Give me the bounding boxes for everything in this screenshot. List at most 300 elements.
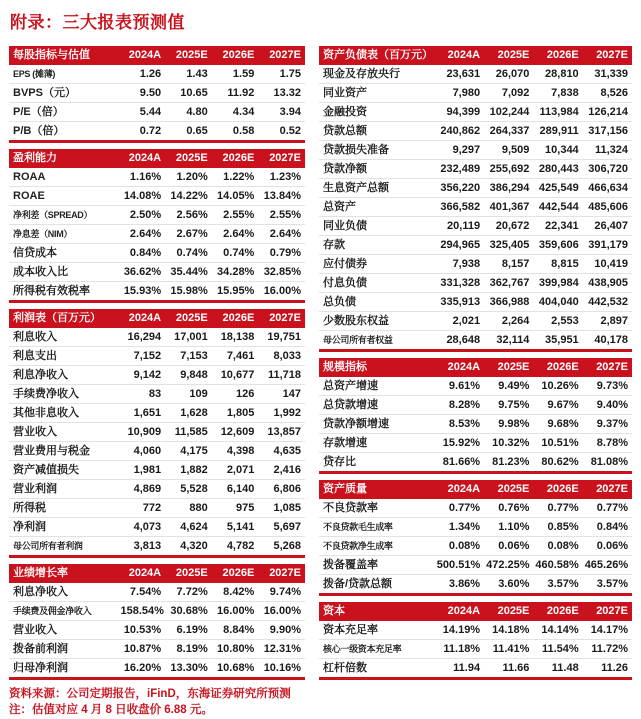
row-label: 贷款损失准备 (319, 141, 435, 160)
row-label: 应付债券 (319, 255, 435, 274)
cell-value: 16.20% (119, 659, 166, 679)
column-header: 2027E (583, 358, 632, 377)
row-label: 利息支出 (9, 347, 119, 366)
row-label: 总资产 (319, 198, 435, 217)
cell-value: 11.94 (435, 659, 484, 679)
cell-value: 8.28% (435, 396, 484, 415)
cell-value: 4,175 (165, 442, 212, 461)
table-row (9, 621, 305, 640)
cell-value: 8.53% (435, 415, 484, 434)
row-label: 营业费用与税金 (9, 442, 119, 461)
column-header: 2026E (533, 602, 582, 621)
row-label: 资本充足率 (323, 624, 378, 636)
cell-value: 13.84% (258, 187, 305, 206)
column-header: 2027E (258, 46, 305, 65)
cell-value: 1.23% (269, 171, 301, 183)
cell-value: 5,268 (258, 537, 305, 557)
column-header: 2024A (435, 480, 484, 499)
row-label: 营业收入 (9, 621, 119, 640)
table-title: 资产质量 (319, 480, 435, 499)
column-header: 2024A (119, 564, 166, 583)
table-row (9, 385, 305, 404)
cell-value: 102,244 (484, 103, 533, 122)
table-row (9, 461, 305, 480)
column-header: 2025E (165, 149, 212, 168)
cell-value: 9.37% (583, 415, 632, 434)
cell-value: 0.58 (212, 122, 259, 142)
data-table (319, 358, 632, 474)
cell-value: 2.67% (165, 225, 212, 244)
row-label: P/E（倍） (9, 103, 119, 122)
cell-value: 401,367 (484, 198, 533, 217)
cell-value: 7,838 (533, 84, 582, 103)
row-label: 总负债 (319, 293, 435, 312)
cell-value: 5.44 (119, 103, 166, 122)
cell-value: 438,905 (583, 274, 632, 293)
column-header: 2024A (119, 46, 166, 65)
column-header: 2024A (119, 149, 166, 168)
cell-value: 126 (212, 385, 259, 404)
two-column-layout (9, 46, 632, 718)
cell-value: 0.85% (533, 518, 582, 537)
cell-value: 975 (212, 499, 259, 518)
row-label: 贷款净额增速 (319, 415, 435, 434)
cell-value: 6,140 (212, 480, 259, 499)
cell-value: 1,981 (119, 461, 166, 480)
cell-value: 10.32% (484, 434, 533, 453)
cell-value: 14.22% (165, 187, 212, 206)
cell-value: 1,805 (212, 404, 259, 423)
row-label: 同业负债 (319, 217, 435, 236)
table-row (319, 537, 632, 556)
table-row (319, 122, 632, 141)
row-label: 利息收入 (13, 331, 57, 343)
table-row (319, 236, 632, 255)
cell-value: 14.17% (590, 624, 628, 636)
cell-value: 36.62% (119, 263, 166, 282)
row-label: 利息净收入 (9, 366, 119, 385)
cell-value: 9.49% (498, 380, 530, 392)
column-header: 2027E (583, 602, 632, 621)
cell-value: 0.08% (533, 537, 582, 556)
table-row (9, 640, 305, 659)
row-label: 拨备前利润 (9, 640, 119, 659)
cell-value: 16.00% (212, 602, 259, 621)
cell-value: 325,405 (484, 236, 533, 255)
table-row (9, 518, 305, 537)
cell-value: 1.26 (139, 68, 162, 80)
cell-value: 83 (119, 385, 166, 404)
cell-value: 280,443 (533, 160, 582, 179)
cell-value: 1.20% (176, 171, 208, 183)
cell-value: 4,782 (212, 537, 259, 557)
row-label: BVPS（元） (9, 84, 119, 103)
cell-value: 28,648 (435, 331, 484, 351)
cell-value: 16,294 (127, 331, 162, 343)
row-label: 不良贷款净生成率 (319, 537, 435, 556)
row-label: 付息负债 (319, 274, 435, 293)
cell-value: 485,606 (583, 198, 632, 217)
row-label: 核心一级资本充足率 (319, 640, 435, 659)
table-row (9, 602, 305, 621)
cell-value: 1,085 (258, 499, 305, 518)
table-row (319, 377, 632, 396)
cell-value: 113,984 (533, 103, 582, 122)
page-title: 附录：三大报表预测值 (10, 13, 185, 32)
cell-value: 4,060 (119, 442, 166, 461)
column-header: 2026E (533, 358, 582, 377)
row-label: 母公司所有者权益 (319, 331, 435, 351)
cell-value: 10,419 (583, 255, 632, 274)
row-label: 不良贷款毛生成率 (319, 518, 435, 537)
cell-value: 15.92% (435, 434, 484, 453)
row-label: 不良贷款率 (323, 502, 378, 514)
cell-value: 2.55% (212, 206, 259, 225)
table-row (319, 160, 632, 179)
cell-value: 11.54% (533, 640, 582, 659)
cell-value: 8,815 (533, 255, 582, 274)
row-label: 拨备覆盖率 (319, 556, 435, 575)
cell-value: 9.74% (269, 586, 301, 598)
cell-value: 232,489 (435, 160, 484, 179)
cell-value: 2.64% (212, 225, 259, 244)
row-label: 净息差（NIM） (9, 225, 119, 244)
cell-value: 0.06% (484, 537, 533, 556)
table-row (319, 65, 632, 84)
table-row (319, 396, 632, 415)
row-label: 同业资产 (319, 84, 435, 103)
cell-value: 10.65 (165, 84, 212, 103)
table-row (319, 179, 632, 198)
cell-value: 11,324 (583, 141, 632, 160)
cell-value: 4,398 (212, 442, 259, 461)
cell-value: 10.53% (119, 621, 166, 640)
cell-value: 10.87% (119, 640, 166, 659)
cell-value: 17,001 (174, 331, 208, 343)
cell-value: 0.77% (448, 502, 481, 514)
cell-value: 11,718 (258, 366, 305, 385)
cell-value: 4,869 (119, 480, 166, 499)
table-row (319, 331, 632, 351)
row-label: ROAE (9, 187, 119, 206)
cell-value: 425,549 (533, 179, 582, 198)
cell-value: 34.28% (212, 263, 259, 282)
column-header: 2027E (258, 309, 305, 328)
cell-value: 10.26% (541, 380, 579, 392)
cell-value: 7.72% (176, 586, 208, 598)
column-header: 2026E (212, 46, 259, 65)
table-row (319, 274, 632, 293)
left-column (9, 46, 305, 718)
row-label: 母公司所有者利润 (9, 537, 119, 557)
cell-value: 10,677 (212, 366, 259, 385)
cell-value: 289,911 (533, 122, 582, 141)
column-header: 2024A (119, 309, 166, 328)
cell-value: 359,606 (533, 236, 582, 255)
cell-value: 5,697 (258, 518, 305, 537)
cell-value: 31,339 (594, 68, 628, 80)
data-table (9, 564, 305, 680)
cell-value: 4,624 (165, 518, 212, 537)
cell-value: 1,992 (258, 404, 305, 423)
cell-value: 366,988 (484, 293, 533, 312)
data-table (9, 149, 305, 303)
table-row (9, 480, 305, 499)
cell-value: 2,021 (435, 312, 484, 331)
cell-value: 11.26 (583, 659, 632, 679)
cell-value: 500.51% (435, 556, 484, 575)
cell-value: 8.84% (212, 621, 259, 640)
cell-value: 356,220 (435, 179, 484, 198)
cell-value: 14.14% (541, 624, 579, 636)
table-row (319, 575, 632, 595)
cell-value: 465.26% (583, 556, 632, 575)
table-row (319, 499, 632, 518)
column-header: 2024A (435, 358, 484, 377)
cell-value: 10.68% (212, 659, 259, 679)
table-row (319, 640, 632, 659)
cell-value: 4.80 (165, 103, 212, 122)
cell-value: 4,320 (165, 537, 212, 557)
cell-value: 2.50% (119, 206, 166, 225)
row-label: 其他非息收入 (9, 404, 119, 423)
cell-value: 399,984 (533, 274, 582, 293)
cell-value: 19,751 (267, 331, 301, 343)
table-title: 资产负债表（百万元） (319, 46, 435, 65)
column-header: 2025E (484, 358, 533, 377)
cell-value: 22,341 (533, 217, 582, 236)
cell-value: 306,720 (583, 160, 632, 179)
row-label: 贷存比 (319, 453, 435, 473)
table-row (319, 434, 632, 453)
row-label: 现金及存放央行 (323, 68, 400, 80)
cell-value: 2.56% (165, 206, 212, 225)
cell-value: 35.44% (165, 263, 212, 282)
cell-value: 7,152 (119, 347, 166, 366)
footer (9, 686, 305, 718)
cell-value: 8,526 (583, 84, 632, 103)
row-label: 生息资产总额 (319, 179, 435, 198)
cell-value: 3.57% (533, 575, 582, 595)
data-table (9, 46, 305, 143)
cell-value: 3.86% (435, 575, 484, 595)
table-profitability (9, 149, 305, 303)
cell-value: 0.72 (119, 122, 166, 142)
column-header: 2025E (484, 480, 533, 499)
cell-value: 14.18% (492, 624, 530, 636)
row-label: EPS (摊薄) (13, 69, 56, 79)
cell-value: 391,179 (583, 236, 632, 255)
row-label: 手续费净收入 (9, 385, 119, 404)
table-row (9, 404, 305, 423)
row-label: 所得税有效税率 (9, 282, 119, 302)
cell-value: 404,040 (533, 293, 582, 312)
column-header: 2027E (583, 46, 632, 65)
data-table (319, 46, 632, 352)
cell-value: 9.98% (484, 415, 533, 434)
row-label: 营业利润 (9, 480, 119, 499)
cell-value: 7,092 (484, 84, 533, 103)
cell-value: 6.19% (165, 621, 212, 640)
cell-value: 460.58% (533, 556, 582, 575)
cell-value: 15.93% (119, 282, 166, 302)
cell-value: 4.34 (212, 103, 259, 122)
cell-value: 13.32 (258, 84, 305, 103)
row-label: 存款增速 (319, 434, 435, 453)
cell-value: 11.48 (533, 659, 582, 679)
cell-value: 2,071 (212, 461, 259, 480)
row-label: 资产减值损失 (9, 461, 119, 480)
cell-value: 1,628 (165, 404, 212, 423)
cell-value: 7.54% (129, 586, 162, 598)
cell-value: 94,399 (435, 103, 484, 122)
cell-value: 9,142 (119, 366, 166, 385)
table-row (319, 518, 632, 537)
cell-value: 11.72% (583, 640, 632, 659)
table-balance-sheet (319, 46, 632, 352)
table-row (319, 293, 632, 312)
table-growth-rates (9, 564, 305, 680)
cell-value: 772 (119, 499, 166, 518)
table-row (9, 442, 305, 461)
column-header: 2025E (165, 564, 212, 583)
table-scale-metrics (319, 358, 632, 474)
cell-value: 317,156 (583, 122, 632, 141)
cell-value: 23,631 (446, 68, 481, 80)
table-row (319, 312, 632, 331)
cell-value: 0.65 (165, 122, 212, 142)
column-header: 2026E (212, 309, 259, 328)
source-note: 资料来源：公司定期报告，iFinD，东海证券研究所预测 (9, 688, 291, 700)
cell-value: 331,328 (435, 274, 484, 293)
cell-value: 81.66% (435, 453, 484, 473)
row-label: 贷款净额 (319, 160, 435, 179)
table-per-share-valuation (9, 46, 305, 143)
cell-value: 2,416 (258, 461, 305, 480)
data-table (319, 480, 632, 596)
cell-value: 14.08% (119, 187, 166, 206)
cell-value: 1.75 (279, 68, 301, 80)
cell-value: 35,951 (533, 331, 582, 351)
cell-value: 255,692 (484, 160, 533, 179)
table-row (319, 84, 632, 103)
table-row (9, 84, 305, 103)
cell-value: 264,337 (484, 122, 533, 141)
cell-value: 26,070 (495, 68, 530, 80)
cell-value: 362,767 (484, 274, 533, 293)
table-row (319, 659, 632, 679)
table-row (319, 103, 632, 122)
cell-value: 15.98% (165, 282, 212, 302)
cell-value: 2.64% (258, 225, 305, 244)
cell-value: 4,635 (258, 442, 305, 461)
cell-value: 13,857 (258, 423, 305, 442)
valuation-note: 注：估值对应 4 月 8 日收盘价 6.88 元。 (9, 704, 213, 716)
cell-value: 9.50 (119, 84, 166, 103)
cell-value: 26,407 (583, 217, 632, 236)
cell-value: 0.74% (165, 244, 212, 263)
cell-value: 109 (165, 385, 212, 404)
cell-value: 472.25% (484, 556, 533, 575)
table-title: 资本 (319, 602, 435, 621)
cell-value: 9.67% (533, 396, 582, 415)
cell-value: 5,141 (212, 518, 259, 537)
cell-value: 0.77% (596, 502, 628, 514)
cell-value: 32.85% (258, 263, 305, 282)
cell-value: 10,909 (119, 423, 166, 442)
row-label: 总贷款增速 (319, 396, 435, 415)
row-label: 利息净收入 (13, 586, 68, 598)
table-row (9, 122, 305, 142)
table-row (319, 621, 632, 640)
table-row (9, 168, 305, 187)
cell-value: 16.00% (258, 282, 305, 302)
row-label: 所得税 (9, 499, 119, 518)
cell-value: 80.62% (533, 453, 582, 473)
cell-value: 3.57% (583, 575, 632, 595)
column-header: 2025E (165, 46, 212, 65)
table-row (9, 244, 305, 263)
column-header: 2024A (435, 46, 484, 65)
table-row (9, 366, 305, 385)
table-row (9, 65, 305, 84)
table-title: 盈利能力 (9, 149, 119, 168)
cell-value: 8,157 (484, 255, 533, 274)
cell-value: 240,862 (435, 122, 484, 141)
cell-value: 147 (258, 385, 305, 404)
table-title: 规模指标 (319, 358, 435, 377)
table-row (9, 499, 305, 518)
cell-value: 1.10% (484, 518, 533, 537)
cell-value: 366,582 (435, 198, 484, 217)
cell-value: 0.77% (547, 502, 579, 514)
cell-value: 13.30% (165, 659, 212, 679)
cell-value: 81.23% (484, 453, 533, 473)
row-label: ROAA (13, 171, 46, 183)
cell-value: 7,980 (435, 84, 484, 103)
cell-value: 8.19% (165, 640, 212, 659)
table-row (9, 263, 305, 282)
cell-value: 40,178 (583, 331, 632, 351)
table-row (9, 423, 305, 442)
table-row (9, 225, 305, 244)
cell-value: 14.05% (212, 187, 259, 206)
cell-value: 466,634 (583, 179, 632, 198)
cell-value: 5,528 (165, 480, 212, 499)
cell-value: 32,114 (484, 331, 533, 351)
cell-value: 442,532 (583, 293, 632, 312)
cell-value: 9,297 (435, 141, 484, 160)
table-row (9, 187, 305, 206)
table-row (319, 415, 632, 434)
cell-value: 2,553 (533, 312, 582, 331)
cell-value: 16.00% (258, 602, 305, 621)
table-row (319, 453, 632, 473)
cell-value: 4,073 (119, 518, 166, 537)
column-header: 2026E (212, 149, 259, 168)
cell-value: 10.80% (212, 640, 259, 659)
row-label: 金融投资 (319, 103, 435, 122)
table-row (319, 141, 632, 160)
data-table (319, 602, 632, 680)
cell-value: 1.22% (223, 171, 255, 183)
column-header: 2024A (435, 602, 484, 621)
cell-value: 0.74% (212, 244, 259, 263)
cell-value: 9.75% (484, 396, 533, 415)
row-label: 归母净利润 (9, 659, 119, 679)
cell-value: 7,153 (165, 347, 212, 366)
cell-value: 3.94 (258, 103, 305, 122)
